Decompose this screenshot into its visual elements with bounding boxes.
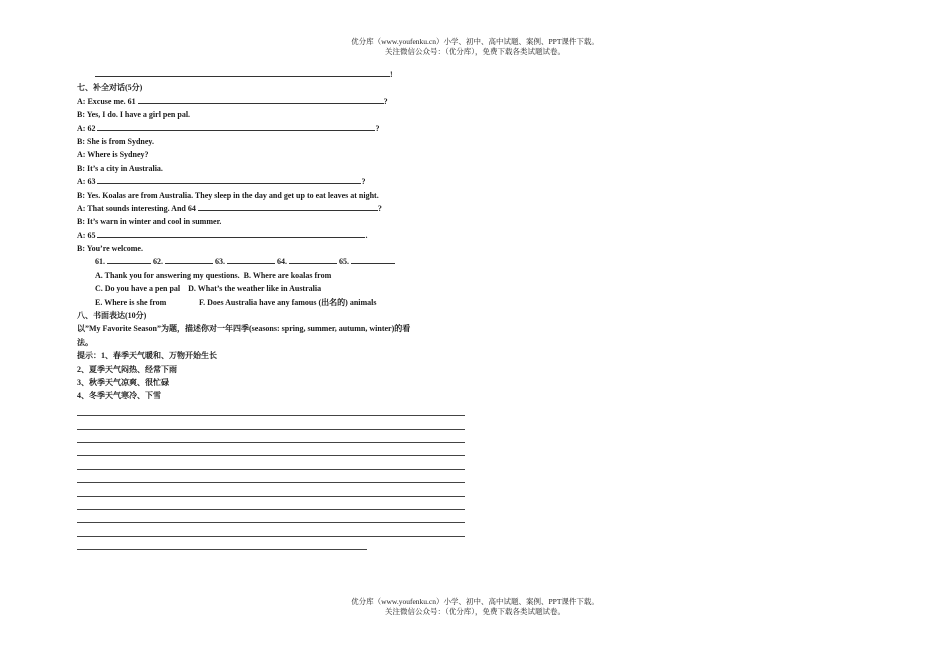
dialog-end: ? xyxy=(383,96,388,106)
dialog-end: . xyxy=(365,230,368,240)
writing-line[interactable] xyxy=(77,430,465,443)
answer-blank-63[interactable] xyxy=(227,255,275,264)
header-line-1: 优分库（www.youfenku.cn）小学、初中、高中试题、案例、PPT课件下载。 xyxy=(351,37,599,46)
writing-prompt-line-1: 以”My Favorite Season”为题，描述你对一年四季(seasons: spring, summer, autumn, winter)的看 xyxy=(77,324,411,334)
hint-4: 4、冬季天气寒冷、下雪 xyxy=(77,391,161,401)
dialog-blank-62[interactable] xyxy=(97,122,375,131)
answer-blank-65[interactable] xyxy=(351,255,395,264)
dialog-text: A: 63 xyxy=(77,177,96,187)
option-a: A. Thank you for answering my questions. xyxy=(95,270,240,280)
option-b: B. Where are koalas from xyxy=(243,270,332,280)
dialog-line-11 xyxy=(77,229,477,242)
option-row-3 xyxy=(77,296,477,309)
page-footer xyxy=(0,597,950,617)
dialog-end: ? xyxy=(377,203,382,213)
option-e: E. Where is she from xyxy=(95,297,167,307)
answer-blank-64[interactable] xyxy=(289,255,337,264)
option-f: F. Does Australia have any famous (出名的) animals xyxy=(199,297,377,307)
writing-prompt-line-2: 法。 xyxy=(77,337,93,347)
dialog-end: ? xyxy=(361,177,366,187)
dialog-line-4: B: She is from Sydney. xyxy=(77,136,154,146)
dialog-text: A: 62 xyxy=(77,123,96,133)
dialog-line-3 xyxy=(77,122,477,135)
option-row-1 xyxy=(77,269,477,282)
previous-answer-line xyxy=(77,68,477,81)
dialog-line-12: B: You’re welcome. xyxy=(77,244,143,254)
answer-number-64: 64. xyxy=(277,257,287,267)
header-line-2: 关注微信公众号：（优分库），免费下载各类试题试卷。 xyxy=(385,47,565,56)
writing-line[interactable] xyxy=(77,416,465,429)
dialog-blank-64[interactable] xyxy=(198,202,378,211)
section-7-title: 七、补全对话(5分) xyxy=(77,83,143,93)
answer-number-65: 65. xyxy=(339,257,349,267)
writing-line[interactable] xyxy=(77,510,465,523)
answer-number-61: 61. xyxy=(95,257,105,267)
dialog-text: A: 65 xyxy=(77,230,96,240)
answer-number-63: 63. xyxy=(215,257,225,267)
answer-blank[interactable] xyxy=(95,68,390,77)
dialog-blank-65[interactable] xyxy=(97,229,368,240)
footer-line-1: 优分库（www.youfenku.cn）小学、初中、高中试题、案例、PPT课件下载。 xyxy=(351,597,599,606)
dialog-line-8: B: Yes. Koalas are from Australia. They sleep in the day and get up to eat leaves at night. xyxy=(77,190,379,200)
page-header xyxy=(0,37,950,57)
option-d: D. What’s the weather like in Australia xyxy=(188,284,322,294)
answer-row xyxy=(77,255,477,268)
dialog-text: A: That sounds interesting. And 64 xyxy=(77,203,196,213)
writing-line[interactable] xyxy=(77,523,465,536)
dialog-line-9 xyxy=(77,202,477,215)
dialog-blank-61[interactable] xyxy=(138,95,384,104)
writing-line[interactable] xyxy=(77,443,465,456)
writing-line[interactable] xyxy=(77,470,465,483)
writing-line[interactable] xyxy=(77,456,465,469)
writing-line[interactable] xyxy=(77,403,465,416)
dialog-line-10: B: It’s warn in winter and cool in summer. xyxy=(77,217,222,227)
dialog-text: A: Excuse me. 61 xyxy=(77,96,136,106)
dialog-line-2: B: Yes, I do. I have a girl pen pal. xyxy=(77,110,191,120)
dialog-blank-63[interactable] xyxy=(97,175,361,184)
section-8-title: 八、书面表达(10分) xyxy=(77,311,147,321)
writing-line[interactable] xyxy=(77,497,465,510)
writing-area[interactable] xyxy=(77,403,477,550)
dialog-line-6: B: It’s a city in Australia. xyxy=(77,163,163,173)
writing-line[interactable] xyxy=(77,483,465,496)
answer-blank-61[interactable] xyxy=(107,255,151,264)
answer-number-62: 62. xyxy=(153,257,163,267)
dialog-line-5: A: Where is Sydney? xyxy=(77,150,149,160)
option-c: C. Do you have a pen pal xyxy=(95,284,181,294)
option-row-2 xyxy=(77,282,477,295)
writing-line[interactable] xyxy=(77,537,367,550)
hint-3: 3、秋季天气凉爽、很忙碌 xyxy=(77,377,169,387)
dialog-line-1 xyxy=(77,95,477,108)
footer-line-2: 关注微信公众号：（优分库），免费下载各类试题试卷。 xyxy=(385,607,565,616)
answer-blank-62[interactable] xyxy=(165,255,213,264)
hint-2: 2、夏季天气闷热、经常下雨 xyxy=(77,364,177,374)
exam-content xyxy=(77,68,477,550)
dialog-line-7 xyxy=(77,175,477,188)
hint-1: 提示：1、春季天气暖和、万物开始生长 xyxy=(77,351,217,361)
dialog-end: ? xyxy=(375,123,380,133)
line-end: ! xyxy=(390,70,393,79)
